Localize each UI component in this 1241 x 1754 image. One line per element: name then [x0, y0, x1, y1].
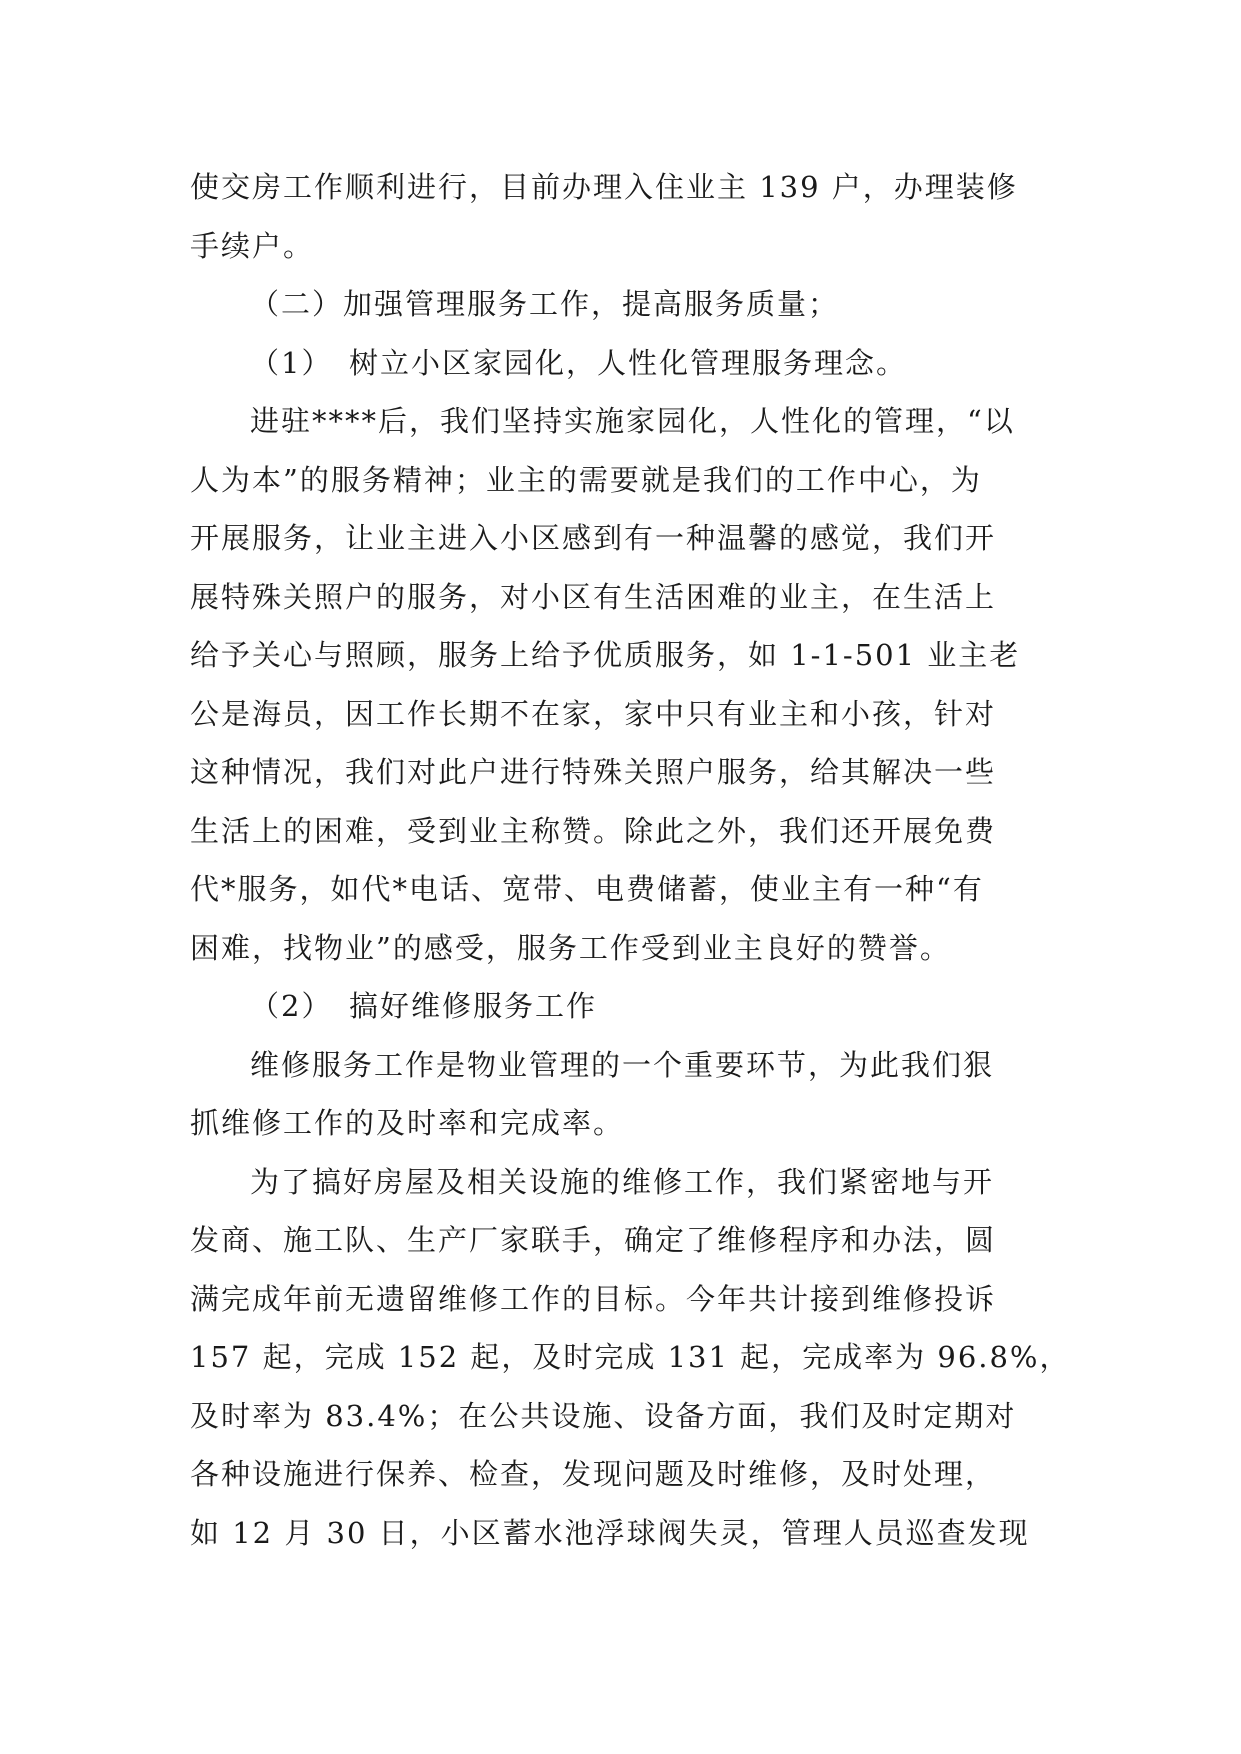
text-line: 维修服务工作是物业管理的一个重要环节，为此我们狠 — [250, 1047, 995, 1082]
text-line: 及时率为 83.4%；在公共设施、设备方面，我们及时定期对 — [190, 1398, 1017, 1433]
subsection-heading: （2） 搞好维修服务工作 — [250, 989, 597, 1023]
text-line: 满完成年前无遗留维修工作的目标。今年共计接到维修投诉 — [190, 1281, 997, 1316]
text-line: 发商、施工队、生产厂家联手，确定了维修程序和办法，圆 — [190, 1223, 997, 1257]
text-line: 公是海员，因工作长期不在家，家中只有业主和小孩，针对 — [190, 696, 997, 731]
text-line: 抓维修工作的及时率和完成率。 — [190, 1106, 625, 1140]
section-heading: （二）加强管理服务工作，提高服务质量； — [250, 287, 840, 321]
text-line: 进驻****后，我们坚持实施家园化，人性化的管理，“以 — [250, 404, 1015, 438]
text-line: 为了搞好房屋及相关设施的维修工作，我们紧密地与开 — [250, 1164, 995, 1199]
text-line: 给予关心与照顾，服务上给予优质服务，如 1-1-501 业主老 — [190, 638, 1021, 672]
text-line: 这种情况，我们对此户进行特殊关照户服务，给其解决一些 — [190, 755, 997, 789]
text-line: 困难，找物业”的感受，服务工作受到业主良好的赞誉。 — [190, 930, 951, 965]
text-line: 展特殊关照户的服务，对小区有生活困难的业主，在生活上 — [190, 579, 997, 614]
subsection-heading: （1） 树立小区家园化，人性化管理服务理念。 — [250, 345, 907, 380]
text-line: 如 12 月 30 日，小区蓄水池浮球阀失灵，管理人员巡查发现 — [190, 1515, 1030, 1550]
text-line: 各种设施进行保养、检查，发现问题及时维修，及时处理， — [190, 1457, 997, 1491]
text-line: 代*服务，如代*电话、宽带、电费储蓄，使业主有一种“有 — [190, 872, 984, 906]
text-line: 手续户。 — [190, 228, 315, 263]
text-line: 人为本”的服务精神；业主的需要就是我们的工作中心，为 — [190, 462, 982, 497]
text-line: 157 起，完成 152 起，及时完成 131 起，完成率为 96.8%， — [190, 1340, 1071, 1374]
text-line: 生活上的困难，受到业主称赞。除此之外，我们还开展免费 — [190, 813, 997, 848]
body-text — [190, 158, 1071, 1562]
text-line: 使交房工作顺利进行，目前办理入住业主 139 户，办理装修 — [190, 170, 1018, 204]
text-line: 开展服务，让业主进入小区感到有一种温馨的感觉，我们开 — [190, 521, 997, 555]
